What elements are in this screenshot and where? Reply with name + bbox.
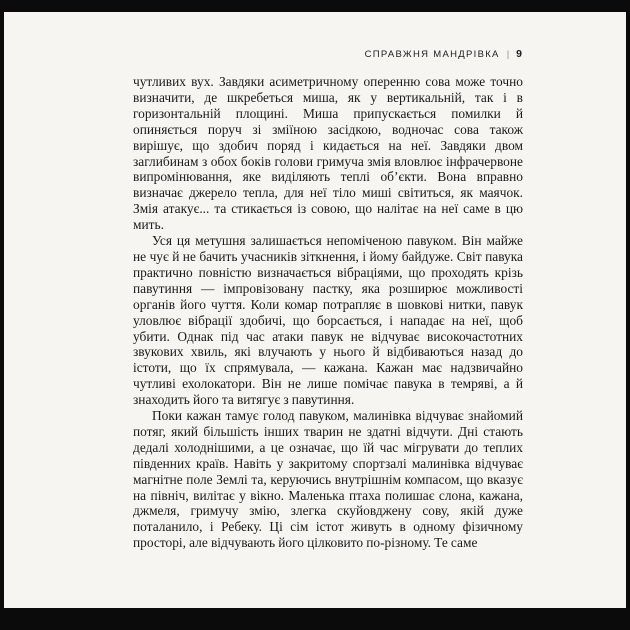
book-page xyxy=(4,12,626,608)
page-number: 9 xyxy=(516,48,522,60)
running-header xyxy=(365,48,522,60)
running-title: СПРАВЖНЯ МАНДРІВКА xyxy=(364,48,500,60)
top-bezel xyxy=(0,0,630,12)
paragraph-3: Поки кажан тамує голод павуком, малинівка відчуває знайомий потяг, який більшість інших тварин не здатні відчути. Дні стають дедалі холоднішими, а це означає, що їй час мігрувати до теплих південних країв. Навіть у закритому спортзалі малинівка відчуває магнітне поле Землі та, керуючись внутрішнім компасом, що вказує на північ, вилітає у вікно. Маленька птаха полишає слона, кажана, джмеля, гримучу змію, злегка скуйовджену сову, якій дуже поталанило, і Ребеку. Ці сім істот живуть в одному фізичному просторі, але відчувають його цілковито по-різному. Те саме xyxy=(133,408,523,551)
bottom-bezel xyxy=(0,608,630,630)
paragraph-1: чутливих вух. Завдяки асиметричному оперенню сова може точно визначити, де шкребеться миша, як у вертикальній, так і в горизонтальній площині. Миша припускається помилки й опиняється поруч зі зміїною засідкою, водночас сова також вирішує, що здобич поряд і кидається на неї. Завдяки двом заглибинам з обох боків голови гримуча змія вловлює інфрачервоне випромінювання, яке виділяють теплі об’єкти. Вона вправно визначає джерело тепла, для неї тіло миші світиться, як маячок. Змія атакує... та стикається із совою, що налітає на неї саме в цю мить. xyxy=(133,74,523,233)
paragraph-2: Уся ця метушня залишається непоміченою павуком. Він майже не чує й не бачить учасників зіткнення, і йому байдуже. Світ павука практично повністю визначається вібраціями, що проходять крізь павутиння — імпровізовану пастку, яка розширює можливості органів його чуття. Коли комар потрапляє в шовкові нитки, павук уловлює вібрації здобичі, що борсається, і нападає на неї, щоб убити. Однак під час атаки павук не відчуває високочастотних звукових хвиль, які влучають у нього й відбиваються назад до істоти, що їх спрямувала, — кажана. Кажан має надзвичайно чутливі ехолокатори. Він не лише помічає павука в темряві, а й знаходить його та витягує з павутиння. xyxy=(133,233,523,408)
header-separator: | xyxy=(506,48,510,60)
text-block xyxy=(133,74,523,551)
